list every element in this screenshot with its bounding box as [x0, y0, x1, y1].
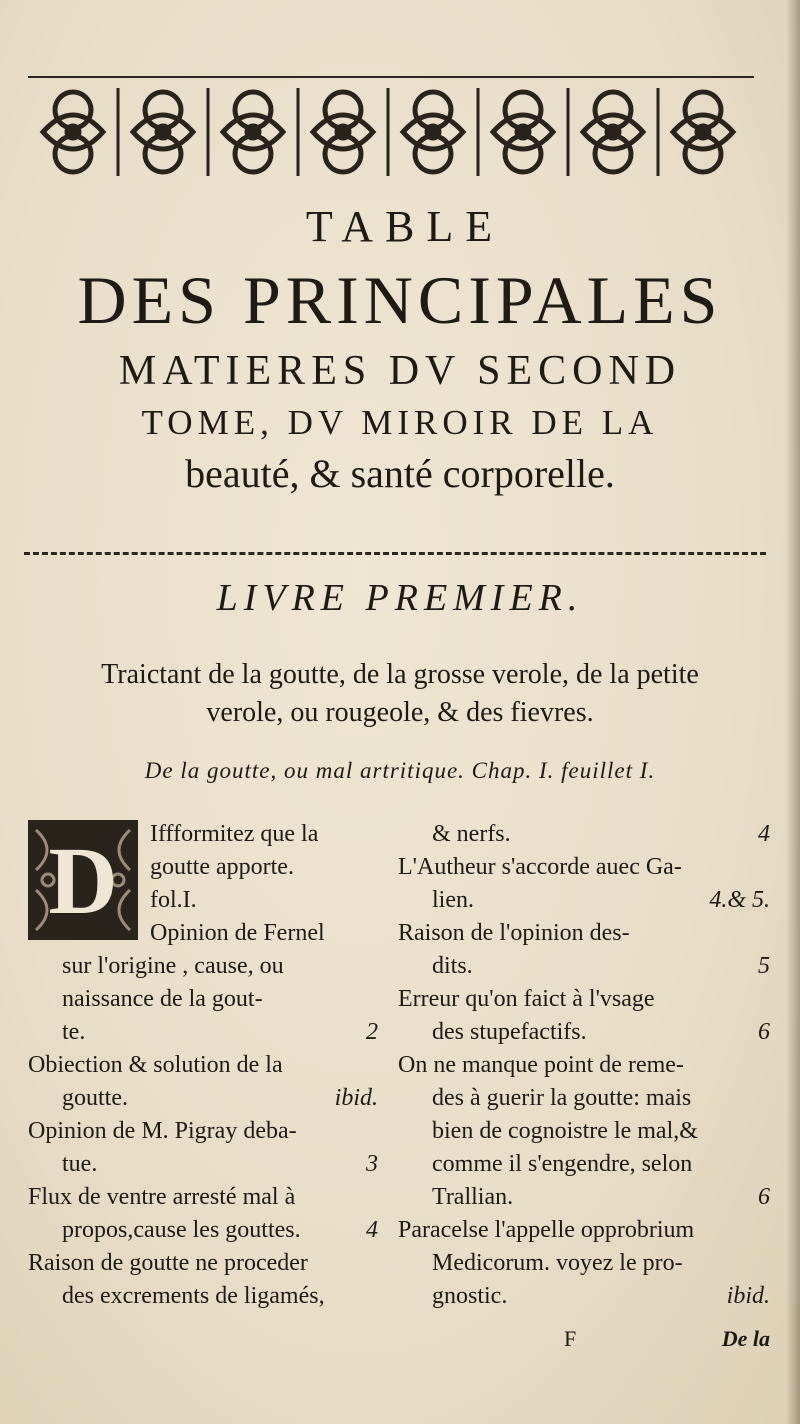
catchword: De la	[721, 1326, 770, 1351]
title-line-1: TABLE	[305, 202, 505, 251]
entry-line: lien.	[432, 887, 474, 913]
index-entry	[398, 1214, 770, 1313]
title-block	[0, 198, 800, 502]
entry-line: des excrements de ligamés,	[62, 1283, 325, 1309]
index-entry	[398, 1049, 770, 1214]
left-column	[28, 818, 378, 1313]
entry-last-row	[398, 950, 770, 983]
entry-line: Opinion de Fernel	[150, 920, 325, 946]
entry-line: Obiection & solution de la	[28, 1052, 283, 1078]
entry-line: goutte.	[62, 1085, 128, 1111]
divider-rule	[24, 552, 766, 555]
entry-line: gnostic.	[432, 1283, 508, 1309]
entry-line: & nerfs.	[432, 821, 511, 847]
entry-line: sur l'origine , cause, ou	[62, 953, 284, 979]
entry-line: Medicorum. voyez le pro-	[432, 1250, 683, 1276]
title-line-2: DES PRINCIPALES	[77, 262, 723, 338]
page-ref: 5	[758, 953, 770, 979]
index-entry	[28, 1049, 378, 1115]
chapter-heading: De la goutte, ou mal artritique. Chap. I. feuillet I.	[144, 758, 656, 783]
title-line-5: beauté, & santé corporelle.	[185, 451, 615, 496]
page-ref: 2	[366, 1019, 378, 1045]
index-entry	[28, 1115, 378, 1181]
subtitle-line-1: Traictant de la goutte, de la grosse verole, de la petite	[101, 659, 699, 690]
page-ref: 4	[366, 1217, 378, 1243]
title-line-3: MATIERES DV SECOND	[118, 348, 682, 394]
index-entry	[28, 917, 378, 950]
index-entry	[28, 1247, 378, 1313]
subtitle-line-2: verole, ou rougeole, & des fievres.	[206, 697, 594, 728]
entry-last-row	[398, 884, 770, 917]
entry-line: fol.I.	[150, 887, 197, 913]
entry-line: Iffformitez que la	[150, 821, 319, 847]
entry-line: des stupefactifs.	[432, 1019, 587, 1045]
entry-last-row	[398, 1280, 770, 1313]
entry-line: Erreur qu'on faict à l'vsage	[398, 986, 655, 1012]
header-ornament	[28, 76, 754, 186]
index-entry	[398, 851, 770, 917]
page-ref: 6	[758, 1184, 770, 1210]
page-ref: 4.& 5.	[709, 887, 770, 913]
entry-line: naissance de la gout-	[62, 986, 263, 1012]
entry-line: On ne manque point de reme-	[398, 1052, 684, 1078]
entry-line: goutte apporte.	[150, 854, 294, 880]
entry-line: L'Autheur s'accorde auec Ga-	[398, 854, 682, 880]
entry-line: tue.	[62, 1151, 98, 1177]
entry-last-row	[28, 1016, 378, 1049]
entry-line: te.	[62, 1019, 86, 1045]
entry-line: propos,cause les gouttes.	[62, 1217, 301, 1243]
entry-line: bien de cognoistre le mal,&	[432, 1118, 698, 1144]
page-ref: 6	[758, 1019, 770, 1045]
entry-line: dits.	[432, 953, 473, 979]
entry-line: Flux de ventre arresté mal à	[28, 1184, 296, 1210]
entry-line: Raison de l'opinion des-	[398, 920, 630, 946]
page-ref: ibid.	[334, 1085, 378, 1111]
page-ref: ibid.	[726, 1283, 770, 1309]
index-entry	[398, 818, 770, 851]
page-ref: 3	[366, 1151, 378, 1177]
entry-last-row	[28, 1148, 378, 1181]
index-entry	[398, 983, 770, 1049]
ornament-band	[28, 78, 754, 186]
book-subtitle	[20, 656, 780, 732]
entry-line: Paracelse l'appelle opprobrium	[398, 1217, 695, 1243]
index-entry	[398, 917, 770, 983]
entry-line: comme il s'engendre, selon	[432, 1151, 693, 1177]
page-ref: 4	[758, 821, 770, 847]
initial-letter: D	[48, 826, 118, 934]
entry-last-row	[398, 818, 770, 851]
entry-line: Opinion de M. Pigray deba-	[28, 1118, 297, 1144]
entry-line: Trallian.	[432, 1184, 514, 1210]
entry-last-row	[28, 1082, 378, 1115]
right-column	[398, 818, 770, 1313]
entry-last-row	[398, 1016, 770, 1049]
entry-last-row	[398, 1181, 770, 1214]
book-title: LIVRE PREMIER.	[216, 577, 584, 619]
entry-last-row	[28, 1214, 378, 1247]
entry-line: des à guerir la goutte: mais	[432, 1085, 692, 1111]
title-line-4: TOME, DV MIROIR DE LA	[141, 403, 659, 442]
index-entry	[28, 1181, 378, 1247]
signature-mark: F	[564, 1326, 577, 1351]
index-entry	[28, 950, 378, 1049]
entry-line: Raison de goutte ne proceder	[28, 1250, 308, 1276]
